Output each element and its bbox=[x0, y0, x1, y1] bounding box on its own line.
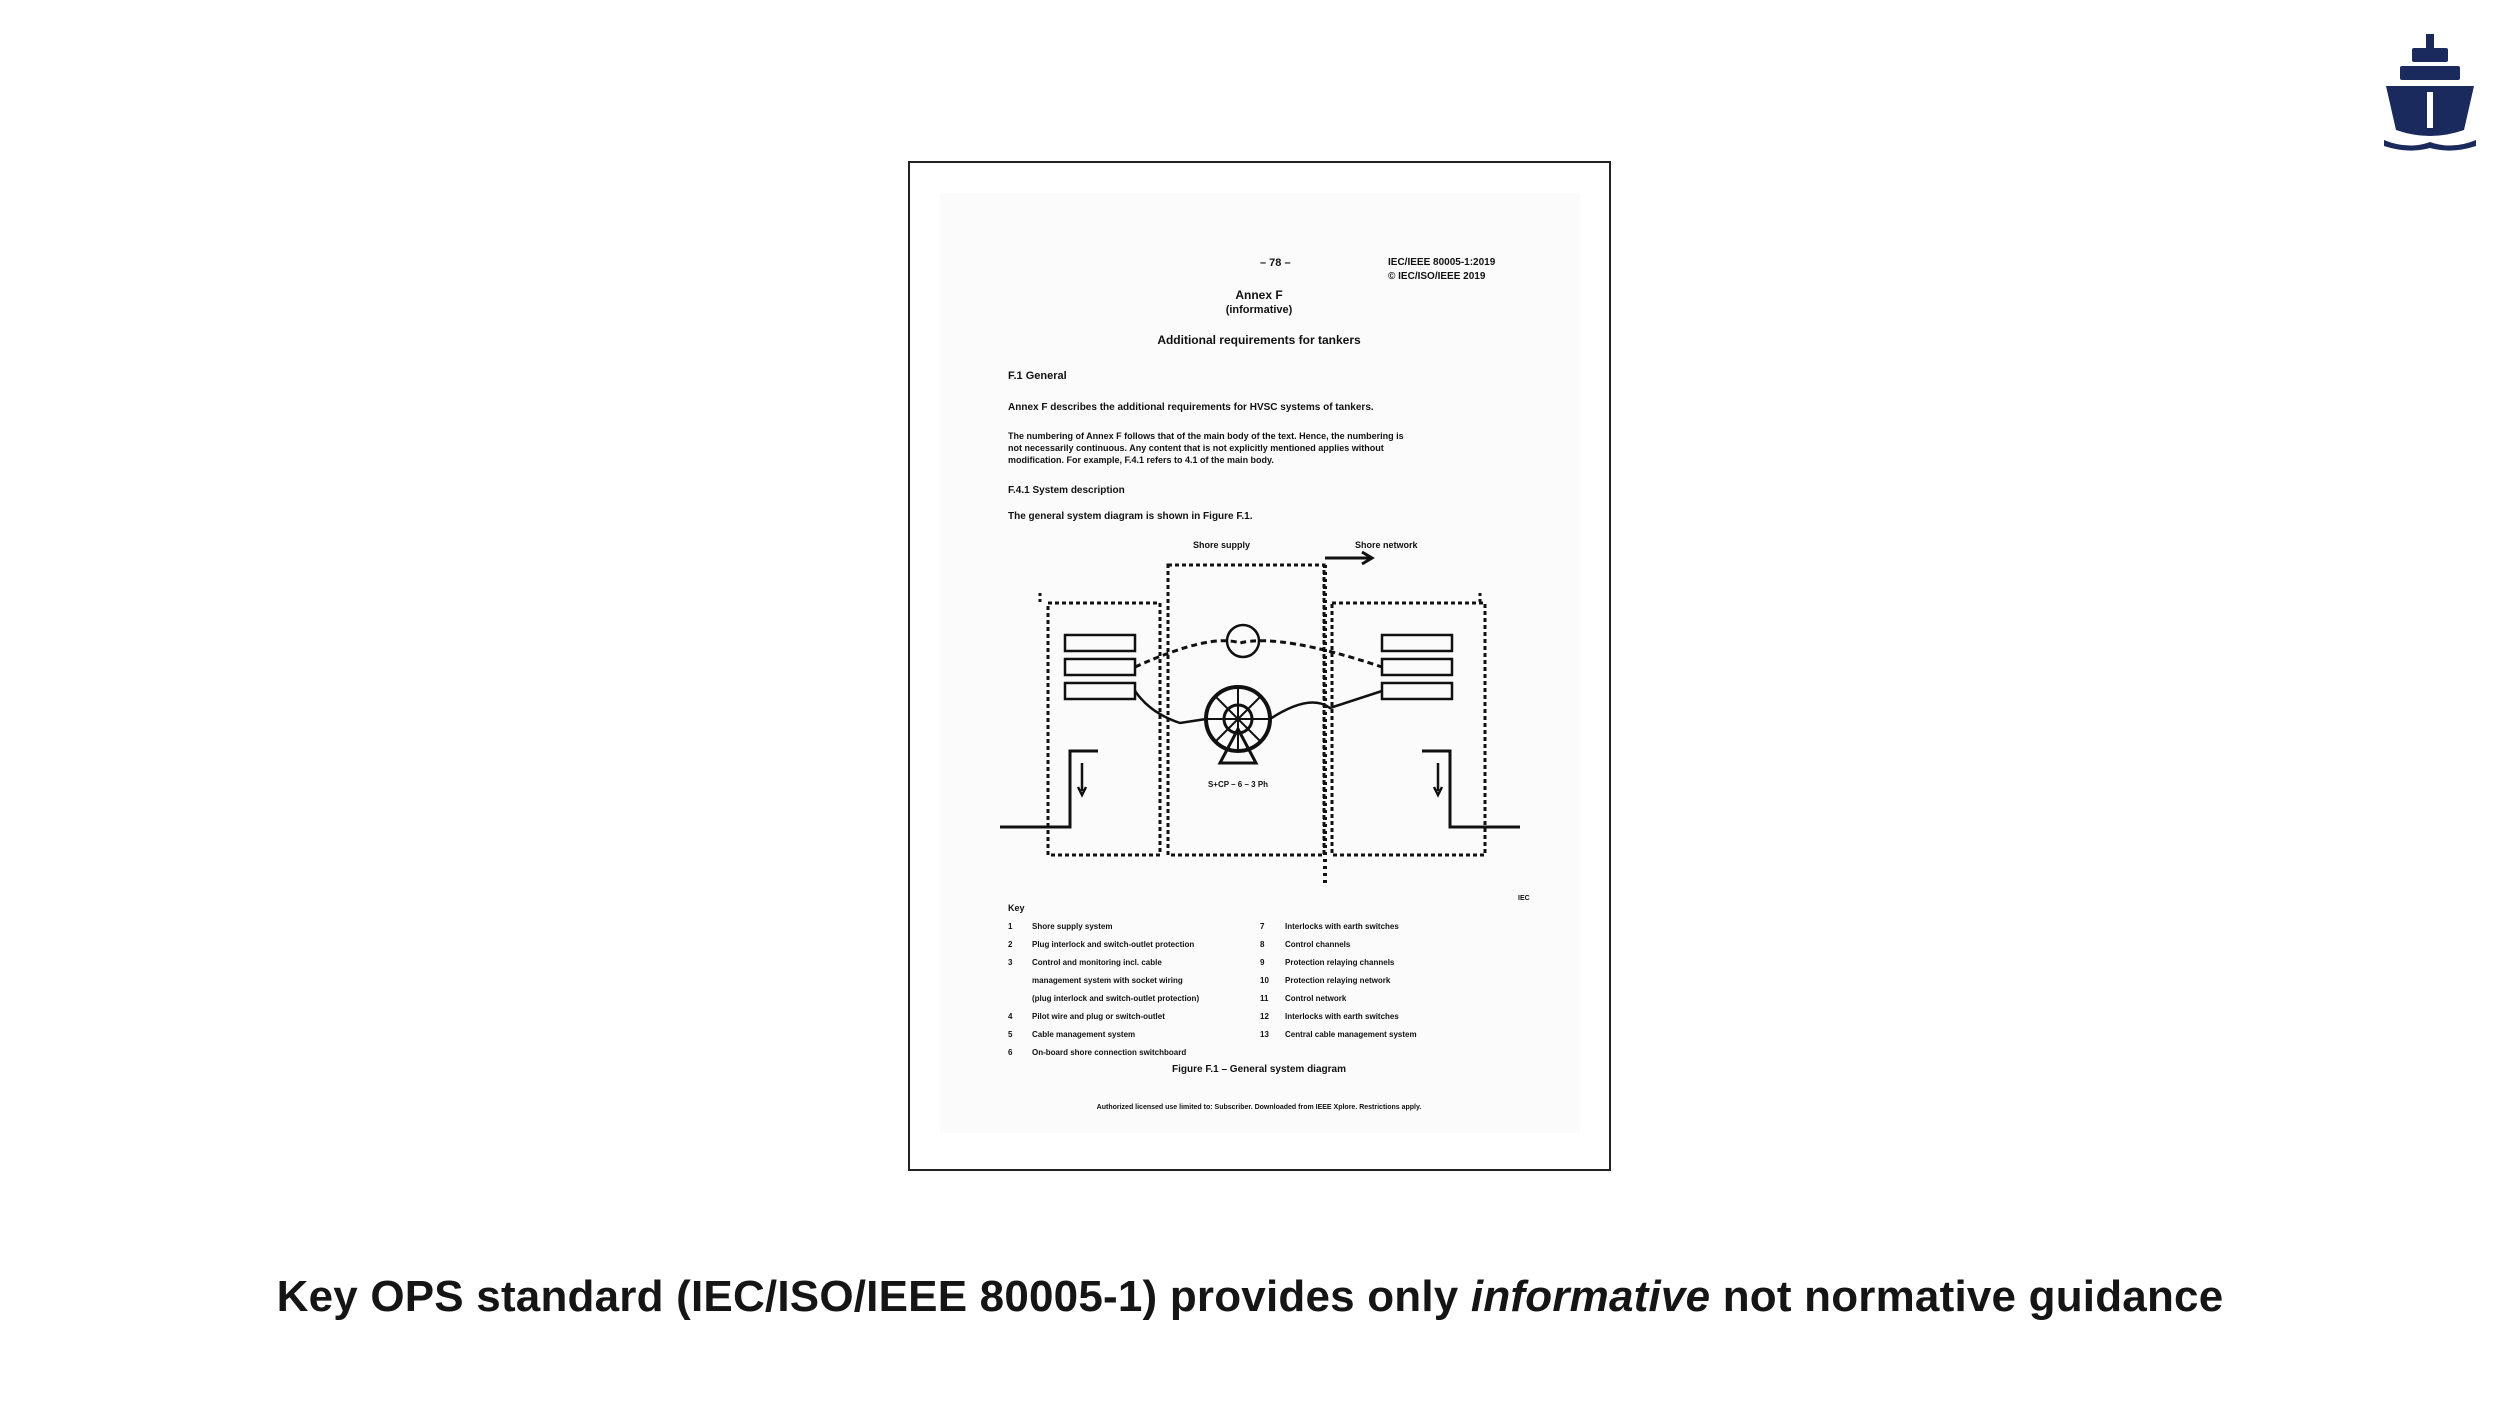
diagram-shore-supply-label: Shore supply bbox=[1192, 540, 1250, 550]
key-text: Protection relaying channels bbox=[1285, 958, 1395, 967]
doc-section-system: F.4.1 System description bbox=[1008, 485, 1125, 496]
doc-page-number: – 78 – bbox=[1260, 257, 1291, 269]
doc-numbering-line-1: The numbering of Annex F follows that of the main body of the text. Hence, the numbering is bbox=[1008, 431, 1404, 441]
doc-general-text: Annex F describes the additional requirements for HVSC systems of tankers. bbox=[1008, 402, 1374, 413]
caption-text-end: not normative guidance bbox=[1710, 1272, 2224, 1321]
key-number: 13 bbox=[1260, 1030, 1269, 1039]
hull-divider bbox=[2427, 92, 2433, 128]
key-number: 11 bbox=[1260, 994, 1269, 1003]
document-scan bbox=[908, 161, 1611, 1171]
doc-section-general: F.1 General bbox=[1008, 370, 1067, 382]
key-number: 5 bbox=[1008, 1030, 1013, 1039]
diagram-shore-network-label: Shore network bbox=[1355, 540, 1418, 550]
key-text: Plug interlock and switch-outlet protection bbox=[1032, 940, 1195, 949]
diagram-equipment-label: S+CP – 6 – 3 Ph bbox=[1207, 780, 1269, 789]
doc-numbering-line-3: modification. For example, F.4.1 refers to 4.1 of the main body. bbox=[1008, 455, 1274, 465]
key-number: 2 bbox=[1008, 940, 1013, 949]
key-number: 4 bbox=[1008, 1012, 1013, 1021]
doc-annex-type: (informative) bbox=[1225, 304, 1293, 316]
key-text: Central cable management system bbox=[1285, 1030, 1417, 1039]
doc-annex-heading: Additional requirements for tankers bbox=[1157, 333, 1361, 347]
key-text: management system with socket wiring bbox=[1032, 976, 1183, 985]
doc-numbering-line-2: not necessarily continuous. Any content that is not explicitly mentioned applies without bbox=[1008, 443, 1384, 453]
key-number: 7 bbox=[1260, 922, 1265, 931]
doc-standard-ref: IEC/IEEE 80005-1:2019 bbox=[1388, 257, 1496, 268]
ship-bridge bbox=[2412, 48, 2448, 62]
doc-footer-note: Authorized licensed use limited to: Subscriber. Downloaded from IEEE Xplore. Restrictions apply. bbox=[1096, 1104, 1422, 1111]
key-text: Interlocks with earth switches bbox=[1285, 922, 1399, 931]
key-text: (plug interlock and switch-outlet protection) bbox=[1032, 994, 1200, 1003]
key-number: 10 bbox=[1260, 976, 1269, 985]
key-number: 3 bbox=[1008, 958, 1013, 967]
key-number: 9 bbox=[1260, 958, 1265, 967]
ship-mast bbox=[2426, 34, 2434, 48]
doc-copyright: © IEC/ISO/IEEE 2019 bbox=[1388, 271, 1486, 282]
key-text: Pilot wire and plug or switch-outlet bbox=[1032, 1012, 1165, 1021]
key-number: 8 bbox=[1260, 940, 1265, 949]
key-text: Control network bbox=[1285, 994, 1347, 1003]
slide-caption bbox=[0, 1272, 2500, 1322]
caption-emphasis: informative bbox=[1470, 1272, 1711, 1321]
ship-logo-icon bbox=[2378, 30, 2482, 154]
doc-figure-caption: Figure F.1 – General system diagram bbox=[1172, 1064, 1346, 1075]
key-text: On-board shore connection switchboard bbox=[1032, 1048, 1187, 1057]
key-text: Shore supply system bbox=[1032, 922, 1113, 931]
ship-waves bbox=[2384, 140, 2476, 151]
key-text: Control channels bbox=[1285, 940, 1351, 949]
key-number: 1 bbox=[1008, 922, 1013, 931]
ship-deck bbox=[2400, 66, 2460, 80]
key-text: Protection relaying network bbox=[1285, 976, 1391, 985]
key-number: 12 bbox=[1260, 1012, 1269, 1021]
caption-text-start: Key OPS standard (IEC/ISO/IEEE 80005-1) provides only bbox=[276, 1272, 1471, 1321]
key-number: 6 bbox=[1008, 1048, 1013, 1057]
key-text: Cable management system bbox=[1032, 1030, 1136, 1039]
doc-key-title: Key bbox=[1008, 903, 1025, 913]
key-text: Control and monitoring incl. cable bbox=[1032, 958, 1162, 967]
diagram-ref-code: IEC bbox=[1518, 895, 1530, 902]
doc-system-text: The general system diagram is shown in Figure F.1. bbox=[1008, 511, 1253, 522]
key-text: Interlocks with earth switches bbox=[1285, 1012, 1399, 1021]
doc-annex-title: Annex F bbox=[1235, 288, 1283, 302]
